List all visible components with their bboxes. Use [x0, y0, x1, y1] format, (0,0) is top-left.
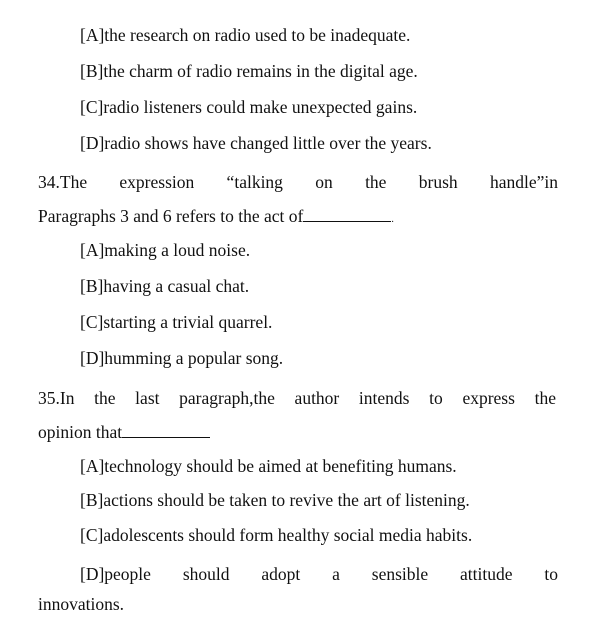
q34-stem-text: Paragraphs 3 and 6 refers to the act of	[38, 206, 304, 226]
q35-stem-text: opinion that	[38, 422, 123, 442]
q34-option-a: [A]making a loud noise.	[80, 240, 251, 260]
q34-answer-blank	[303, 205, 391, 222]
q35-option-a: [A]technology should be aimed at benefiting humans.	[80, 456, 457, 476]
q34-option-d: [D]humming a popular song.	[80, 348, 284, 368]
q33-option-d: [D]radio shows have changed little over the years.	[80, 133, 432, 153]
q34-option-b: [B]having a casual chat.	[80, 276, 250, 296]
q35-answer-blank	[122, 421, 210, 438]
q35-option-d-continuation: innovations.	[38, 594, 125, 614]
q35-option-b: [B]actions should be taken to revive the art of listening.	[80, 490, 470, 510]
q33-option-b: [B]the charm of radio remains in the digital age.	[80, 61, 418, 81]
q35-option-d: [D]people should adopt a sensible attitude to	[80, 564, 558, 584]
q34-stem-line2	[38, 205, 394, 231]
q34-stem-end: .	[391, 214, 394, 225]
q34-option-c: [C]starting a trivial quarrel.	[80, 312, 273, 332]
q33-option-a: [A]the research on radio used to be inadequate.	[80, 25, 411, 45]
q33-option-c: [C]radio listeners could make unexpected gains.	[80, 97, 418, 117]
q35-stem-line1: 35.In the last paragraph,the author intends to express the	[38, 388, 556, 408]
q35-option-c: [C]adolescents should form healthy social media habits.	[80, 525, 473, 545]
q35-stem-line2	[38, 421, 210, 443]
q34-stem-line1: 34.The expression “talking on the brush handle”in	[38, 172, 558, 192]
